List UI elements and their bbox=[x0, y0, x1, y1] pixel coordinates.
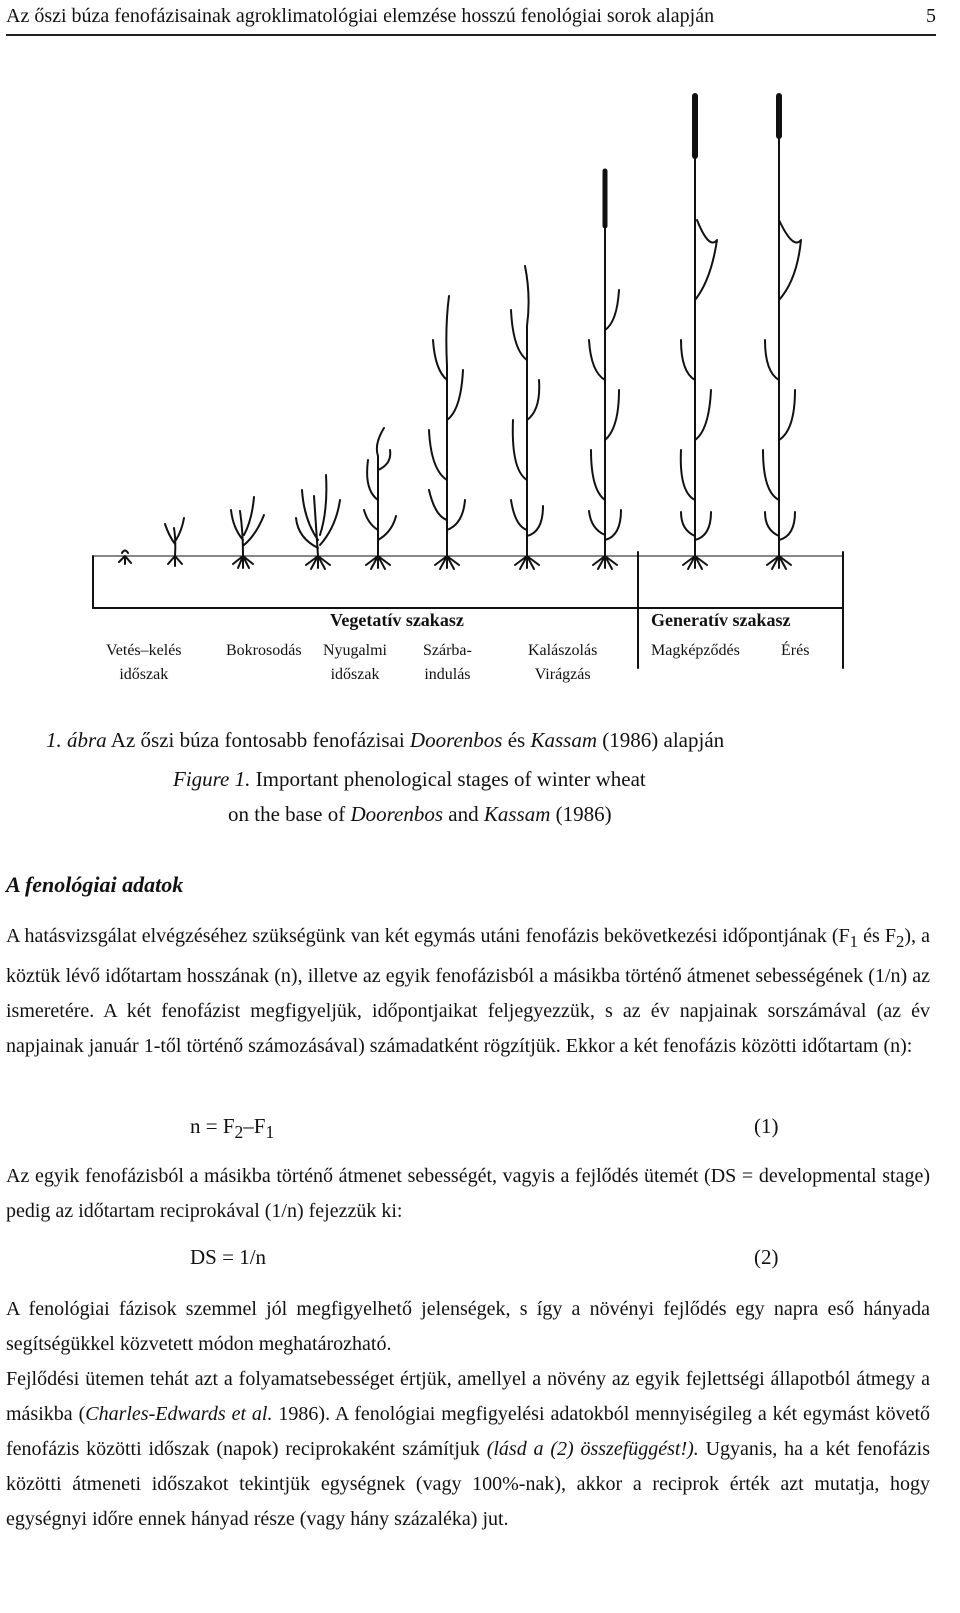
figure-caption-hu: 1. ábra Az őszi búza fontosabb fenofázisai Doorenbos és Kassam (1986) alapján bbox=[46, 728, 725, 752]
paragraph-1: A hatásvizsgálat elvégzéséhez szükségünk van két egymás utáni fenofázis bekövetkezési időpontjának ($F_1$ és $F_2$), a köztük lévő időtartam hosszának (n), illetve az egyik fenofázisból a másikba történő átmenet sebességének (1/n) az ismeretére. A két fenofázist megfigyeljük, időpontjaikat feljegyezzük, s az év napjainak sorszámával (az év napjainak január 1-től történő számozásával) számadatként rögzítjük. Ekkor a két fenofázis közötti időtartam (n): bbox=[6, 925, 930, 1057]
plant-stage-8 bbox=[589, 171, 621, 569]
paragraph-3: A fenológiai fázisok szemmel jól megfigyelhető jelenségek, s így a növényi fejlődés egy napra eső hányada segítségükkel közvetett módon meghatározható. bbox=[6, 1298, 930, 1355]
figure-caption-en-line2: on the base of Doorenbos and Kassam (1986) bbox=[228, 802, 612, 826]
equation-2-number: (2) bbox=[754, 1245, 779, 1269]
stage-label-3: Nyugalmi időszak bbox=[323, 642, 387, 683]
stage-label-6: Magképződés bbox=[651, 642, 740, 659]
stage-label-5: Kalászolás Virágzás bbox=[528, 642, 598, 683]
wheat-phenology-figure bbox=[0, 0, 960, 720]
page-number: 5 bbox=[926, 5, 936, 27]
vegetative-phase-label: Vegetatív szakasz bbox=[330, 610, 464, 630]
equation-2: DS = 1/n bbox=[190, 1245, 267, 1269]
section-title: A fenológiai adatok bbox=[6, 872, 184, 897]
plant-stage-10 bbox=[763, 96, 801, 569]
stage-label-4: Szárba- indulás bbox=[423, 642, 472, 683]
plant-stage-7 bbox=[511, 266, 543, 569]
generative-phase-label: Generatív szakasz bbox=[651, 610, 791, 630]
plant-stage-1 bbox=[119, 551, 131, 565]
equation-1-number: (1) bbox=[754, 1114, 779, 1138]
plant-stage-9 bbox=[681, 96, 717, 569]
stage-label-2: Bokrosodás bbox=[226, 642, 302, 659]
stage-label-7: Érés bbox=[781, 642, 810, 659]
equation-1: $n = F_2-F_1$ bbox=[190, 1114, 275, 1143]
paragraph-2: Az egyik fenofázisból a másikba történő átmenet sebességét, vagyis a fejlődés ütemét (DS = developmental stage) pedig az időtartam reciprokával (1/n) fejezzük ki: bbox=[6, 1165, 930, 1222]
figure-caption-en-line1: Figure 1. Important phenological stages of winter wheat bbox=[173, 767, 646, 791]
plant-stage-2 bbox=[165, 518, 184, 566]
plant-stage-5 bbox=[364, 428, 396, 569]
running-title: Az őszi búza fenofázisainak agroklimatológiai elemzése hosszú fenológiai sorok alapján bbox=[6, 5, 715, 27]
plant-stage-4 bbox=[296, 475, 340, 569]
stage-label-1: Vetés–kelés időszak bbox=[106, 642, 182, 683]
plant-stage-3 bbox=[231, 497, 264, 568]
paragraph-4: Fejlődési ütemen tehát azt a folyamatsebességet értjük, amellyel a növény az egyik fejlettségi állapotból átmegy a másikba (Charles-Edwards et al. 1986). A fenológiai megfigyelési adatokból mennyiségileg a két egymást követő fenofázis közötti időszak (napok) reciprokaként számítjuk (lásd a (2) összefüggést!). Ugyanis, ha a két fenofázis közötti átmeneti időszakot tekintjük egységnek (vagy 100%-nak), akkor a reciprok érték azt mutatja, hogy egységnyi időre ennek hányad része (vagy hány százaléka) jut. bbox=[6, 1368, 931, 1530]
plant-stage-6 bbox=[429, 296, 465, 569]
